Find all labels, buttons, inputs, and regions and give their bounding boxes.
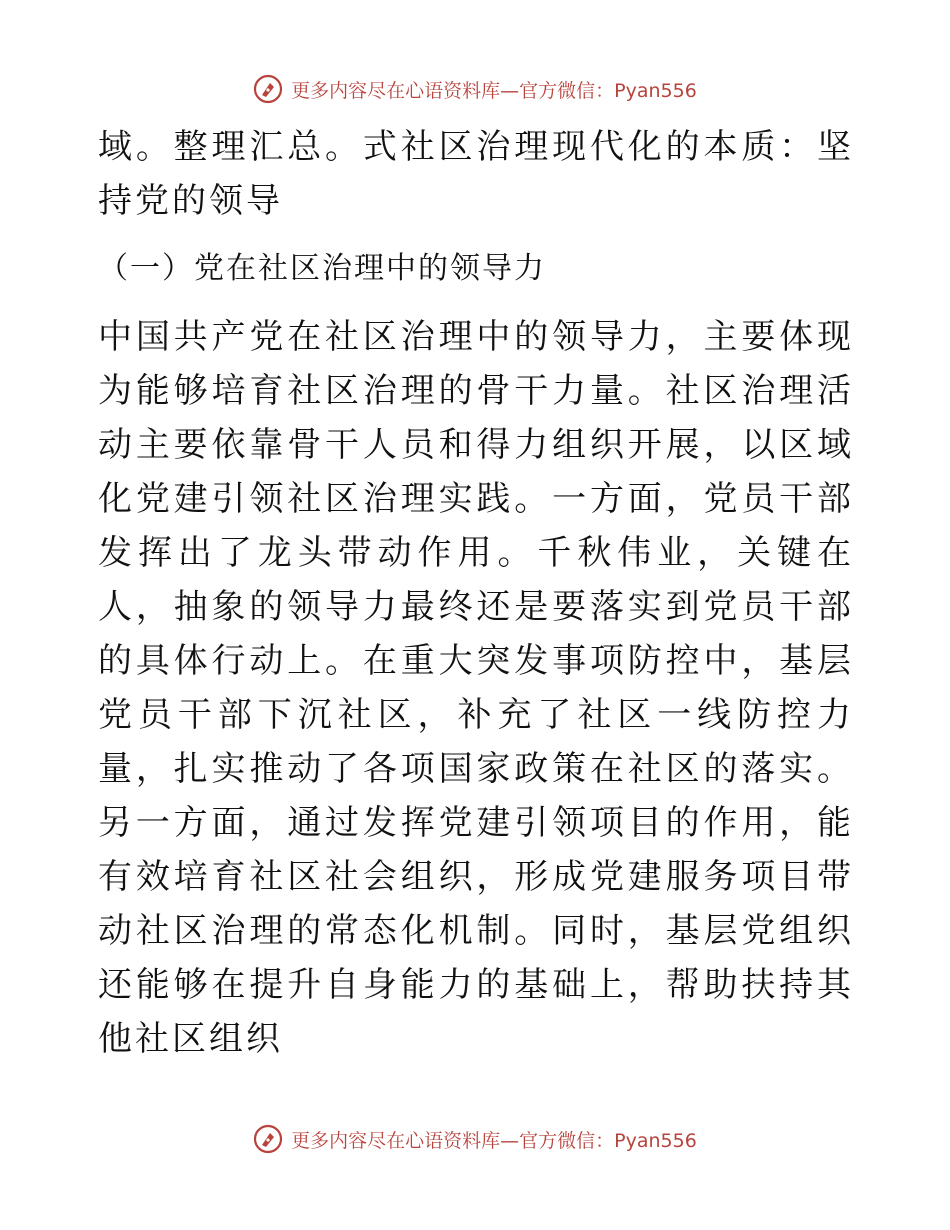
document-body <box>98 120 854 1066</box>
body-paragraph: 中国共产党在社区治理中的领导力，主要体现为能够培育社区治理的骨干力量。社区治理活动主要依靠骨干人员和得力组织开展，以区域化党建引领社区治理实践。一方面，党员干部发挥出了龙头带动作用。千秋伟业，关键在人，抽象的领导力最终还是要落实到党员干部的具体行动上。在重大突发事项防控中，基层党员干部下沉社区，补充了社区一线防控力量，扎实推动了各项国家政策在社区的落实。另一方面，通过发挥党建引领项目的作用，能有效培育社区社会组织，形成党建服务项目带动社区治理的常态化机制。同时，基层党组织还能够在提升自身能力的基础上，帮助扶持其他社区组织 <box>98 317 854 1059</box>
footer-watermark <box>0 1124 950 1154</box>
section-heading: （一）党在社区治理中的领导力 <box>98 251 546 286</box>
intro-paragraph: 域。整理汇总。式社区治理现代化的本质：坚持党的领导 <box>98 127 854 221</box>
pen-nib-logo-icon <box>253 74 283 104</box>
watermark-text: 更多内容尽在心语资料库—官方微信：Pyan556 <box>291 1129 697 1152</box>
header-watermark <box>0 74 950 104</box>
watermark-text: 更多内容尽在心语资料库—官方微信：Pyan556 <box>291 79 697 102</box>
pen-nib-logo-icon <box>253 1124 283 1154</box>
